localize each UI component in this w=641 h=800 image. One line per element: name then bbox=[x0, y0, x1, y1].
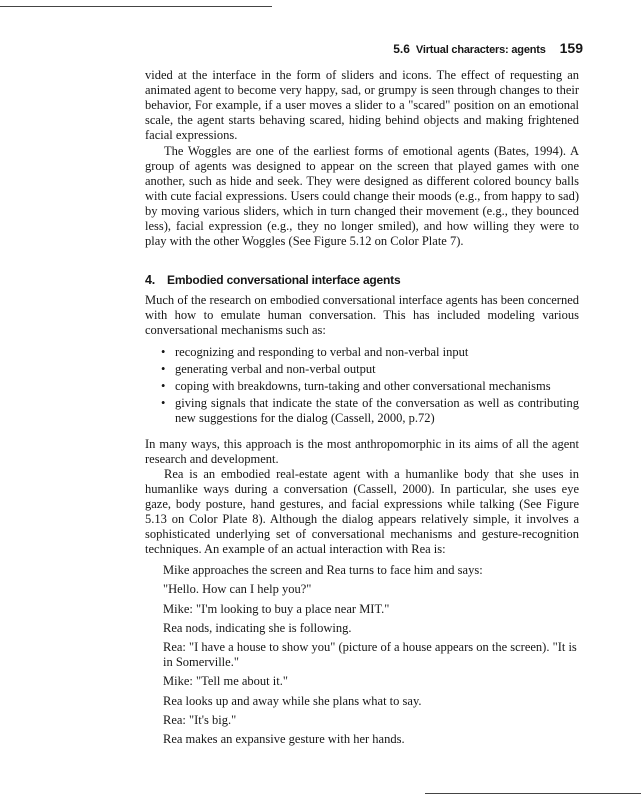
heading-title: Embodied conversational interface agents bbox=[167, 273, 401, 287]
paragraph-5-text: Rea is an embodied real-estate agent with a humanlike body that she uses in humanlike ways during a conversation (Cassell, 2000). In particular, she uses eye gaze, body posture, hand gestures, and facial expressions while talking (See Figure 5.13 on Color Plate 8). Although the dialog appears relatively simple, it involves a sophisticated underlying set of conversational mechanisms and gesture-recognition techniques. An example of an actual interaction with Rea is: bbox=[145, 467, 579, 556]
top-rule bbox=[0, 6, 272, 7]
list-item: • generating verbal and non-verbal output bbox=[161, 362, 579, 377]
page-number: 159 bbox=[559, 40, 583, 56]
dialogue-line: Rea looks up and away while she plans what to say. bbox=[163, 693, 422, 708]
running-header bbox=[393, 40, 583, 56]
bullet-list bbox=[161, 345, 579, 428]
list-item: • recognizing and responding to verbal and non-verbal input bbox=[161, 345, 579, 360]
section-number: 5.6 bbox=[393, 42, 410, 56]
dialogue-line: Mike: "I'm looking to buy a place near MIT." bbox=[163, 601, 390, 616]
bottom-rule bbox=[425, 793, 641, 794]
dialogue-line: Mike: "Tell me about it." bbox=[163, 674, 288, 689]
dialogue-line: Rea nods, indicating she is following. bbox=[163, 620, 352, 635]
section-heading bbox=[145, 273, 400, 287]
paragraph-2-text: The Woggles are one of the earliest forms of emotional agents (Bates, 1994). A group of agents was designed to appear on the screen that played games with one another, such as hide and seek. They were designed as different colored bouncy balls with cute facial expressions. Users could change their moods (e.g., from happy to sad) by moving various sliders, which in turn changed their movement (e.g., they bounced less), facial expression (e.g., they no longer smiled), and how willing they were to play with the other Woggles (See Figure 5.12 on Color Plate 7). bbox=[145, 144, 579, 248]
paragraph-1-text: vided at the interface in the form of sliders and icons. The effect of requesting an animated agent to become very happy, sad, or grumpy is seen through changes to their behavior, For example, if a user moves a slider to a "scared" position on an emotional scale, the agent starts behaving scared, hiding behind objects and making frightened facial expressions. bbox=[145, 68, 579, 142]
dialogue-line: Rea makes an expansive gesture with her hands. bbox=[163, 732, 405, 747]
list-item: • coping with breakdowns, turn-taking and other conversational mechanisms bbox=[161, 379, 579, 394]
paragraph-1 bbox=[145, 68, 579, 143]
heading-number: 4. bbox=[145, 273, 156, 287]
dialogue-line: Rea: "I have a house to show you" (picture of a house appears on the screen). "It is in Somerville." bbox=[163, 640, 577, 670]
dialogue-line: Mike approaches the screen and Rea turns to face him and says: bbox=[163, 563, 483, 577]
paragraph-4 bbox=[145, 437, 579, 467]
list-item: • giving signals that indicate the state of the conversation as well as contributing new suggestions for the dialog (Cassell, 2000, p.72) bbox=[161, 396, 579, 426]
dialogue-line: "Hello. How can I help you?" bbox=[163, 582, 312, 597]
paragraph-4-text: In many ways, this approach is the most anthropomorphic in its aims of all the agent research and development. bbox=[145, 437, 579, 466]
paragraph-3-text: Much of the research on embodied conversational interface agents has been concerned with how to emulate human conversation. This has included modeling various conversational mechanisms such as: bbox=[145, 293, 579, 337]
paragraph-3 bbox=[145, 293, 579, 338]
dialogue-line: Rea: "It's big." bbox=[163, 713, 237, 728]
paragraph-5 bbox=[145, 467, 579, 557]
paragraph-2 bbox=[145, 144, 579, 249]
dialogue-example bbox=[163, 563, 579, 752]
section-title: Virtual characters: agents bbox=[415, 44, 546, 56]
